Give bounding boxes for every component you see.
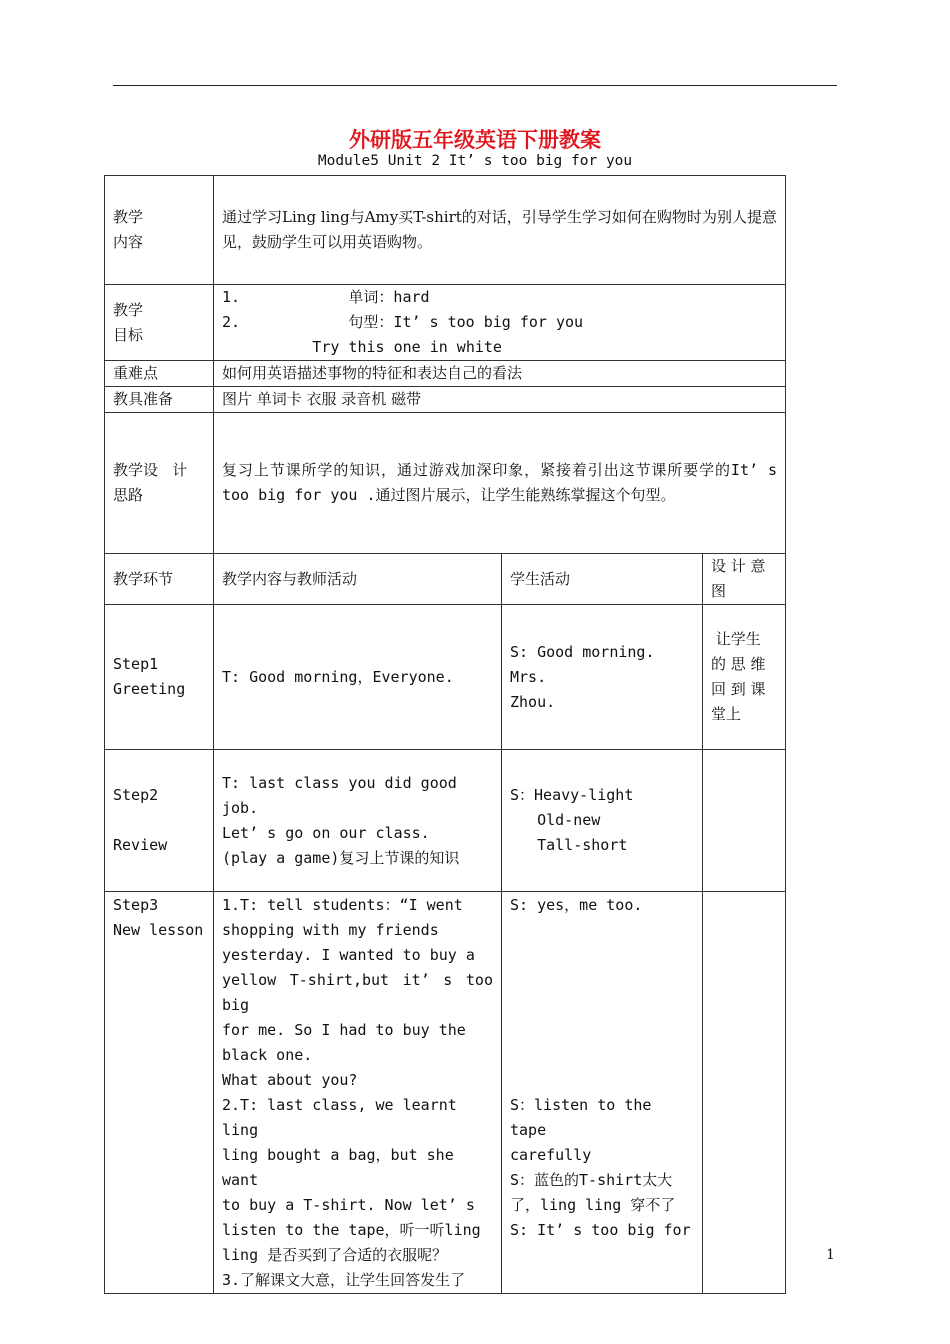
step1-row: [105, 605, 786, 750]
header-step: 教学环节: [105, 554, 214, 605]
step1-label: Step1 Greeting: [105, 605, 214, 750]
step3-student: S: yes，me too. S：listen to the tape carefully S：蓝色的T-shirt太大 了，ling ling 穿不了 S: It’ s too big for: [502, 892, 703, 1294]
label-teaching-goals: 教学 目标: [105, 285, 214, 361]
label-design-idea: 教学设 计 思路: [105, 413, 214, 554]
step2-row: [105, 750, 786, 892]
goal-line: 1. 单词：hard: [222, 288, 430, 306]
steps-header-row: [105, 554, 786, 605]
header-design-intent: 设 计 意 图: [703, 554, 786, 605]
materials-text: 图片 单词卡 衣服 录音机 磁带: [214, 387, 786, 413]
step1-teacher: T: Good morning，Everyone.: [214, 605, 502, 750]
difficulty-text: 如何用英语描述事物的特征和表达自己的看法: [214, 361, 786, 387]
lesson-plan-table: [104, 175, 786, 1294]
header-student-activity: 学生活动: [502, 554, 703, 605]
header-teacher-activity: 教学内容与教师活动: [214, 554, 502, 605]
teaching-content-text: 通过学习Ling ling与Amy买T-shirt的对话，引导学生学习如何在购物时为别人提意见，鼓励学生可以用英语购物。: [214, 176, 786, 285]
row-materials: [105, 387, 786, 413]
teaching-goals-text: [214, 285, 786, 361]
label-difficulty: 重难点: [105, 361, 214, 387]
step1-intent: 让学生 的 思 维 回 到 课 堂上: [703, 605, 786, 750]
row-teaching-goals: [105, 285, 786, 361]
goal-line: 2. 句型：It’ s too big for you: [222, 313, 584, 331]
row-difficulty: [105, 361, 786, 387]
document-title: 外研版五年级英语下册教案: [349, 127, 601, 152]
step1-student: S: Good morning. Mrs. Zhou.: [502, 605, 703, 750]
label-teaching-content: 教学 内容: [105, 176, 214, 285]
step2-student: S：Heavy-light Old-new Tall-short: [502, 750, 703, 892]
header-rule: [113, 85, 837, 86]
row-design-idea: [105, 413, 786, 554]
step2-label: Step2 Review: [105, 750, 214, 892]
document-subtitle: Module5 Unit 2 It’ s too big for you: [317, 153, 633, 169]
step3-row: [105, 892, 786, 1294]
step2-teacher: T: last class you did good job. Let’ s go on our class. (play a game)复习上节课的知识: [214, 750, 502, 892]
goal-line: Try this one in white: [222, 338, 502, 356]
step2-intent: [703, 750, 786, 892]
row-teaching-content: [105, 176, 786, 285]
design-idea-text: 复习上节课所学的知识，通过游戏加深印象，紧接着引出这节课所要学的It’ s too big for you .通过图片展示，让学生能熟练掌握这个句型。: [214, 413, 786, 554]
step3-label: Step3 New lesson: [105, 892, 214, 1294]
step3-intent: [703, 892, 786, 1294]
label-materials: 教具准备: [105, 387, 214, 413]
page-number: 1: [826, 1247, 835, 1263]
step3-teacher: 1.T: tell students：“I went shopping with my friends yesterday. I wanted to buy a yellow T-shirt,but it’ s too big for me. So I had to buy the black one. What about you? 2.T: last class, we learnt ling ling bought a bag，but she want to buy a T-shirt. Now let’ s listen to the tape，听一听ling ling 是否买到了合适的衣服呢？ 3.了解课文大意，让学生回答发生了: [214, 892, 502, 1294]
